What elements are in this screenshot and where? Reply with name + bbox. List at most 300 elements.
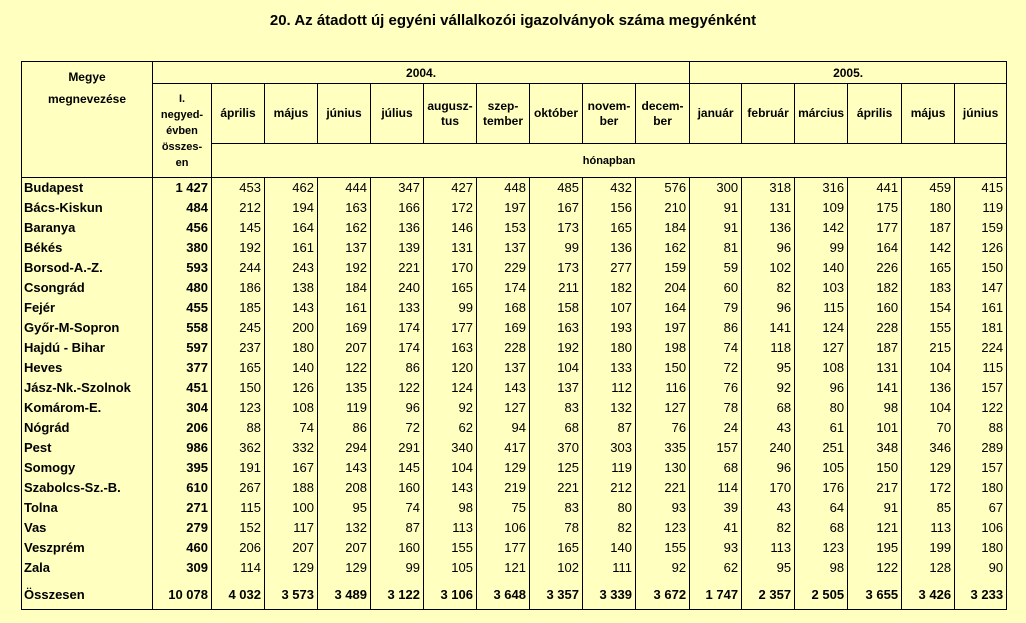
month-value-cell: 80 xyxy=(795,398,848,418)
month-value-cell: 229 xyxy=(477,258,530,278)
month-value-cell: 74 xyxy=(371,498,424,518)
month-value-cell: 83 xyxy=(530,498,583,518)
month-value-cell: 207 xyxy=(318,538,371,558)
month-value-cell: 113 xyxy=(742,538,795,558)
month-value-cell: 132 xyxy=(583,398,636,418)
month-value-cell: 163 xyxy=(424,338,477,358)
month-value-cell: 417 xyxy=(477,438,530,458)
month-value-cell: 122 xyxy=(955,398,1007,418)
q1-total-cell: 558 xyxy=(153,318,212,338)
table-row xyxy=(22,378,1007,398)
month-value-cell: 136 xyxy=(583,238,636,258)
county-name: Bács-Kiskun xyxy=(22,198,153,218)
month-value-cell: 251 xyxy=(795,438,848,458)
month-value-cell: 80 xyxy=(583,498,636,518)
month-value-cell: 68 xyxy=(795,518,848,538)
month-value-cell: 197 xyxy=(477,198,530,218)
month-value-cell: 114 xyxy=(690,478,742,498)
month-value-cell: 147 xyxy=(955,278,1007,298)
q1-total-cell: 597 xyxy=(153,338,212,358)
month-value-cell: 180 xyxy=(955,478,1007,498)
month-value-cell: 212 xyxy=(212,198,265,218)
month-value-cell: 277 xyxy=(583,258,636,278)
table-row xyxy=(22,498,1007,518)
county-name: Zala xyxy=(22,558,153,578)
table-row xyxy=(22,478,1007,498)
month-value-cell: 169 xyxy=(477,318,530,338)
q1-total-cell: 395 xyxy=(153,458,212,478)
county-name: Somogy xyxy=(22,458,153,478)
month-header xyxy=(636,84,690,144)
month-value-cell: 453 xyxy=(212,178,265,199)
month-value-cell: 99 xyxy=(530,238,583,258)
month-value-cell: 154 xyxy=(902,298,955,318)
month-value-cell: 159 xyxy=(955,218,1007,238)
month-value-cell: 133 xyxy=(371,298,424,318)
month-header-line: május xyxy=(910,106,946,120)
month-header xyxy=(424,84,477,144)
month-value-cell: 127 xyxy=(636,398,690,418)
month-value-cell: 166 xyxy=(371,198,424,218)
month-header-line: június xyxy=(326,106,362,120)
month-value-cell: 150 xyxy=(212,378,265,398)
month-value-cell: 96 xyxy=(371,398,424,418)
month-value-cell: 161 xyxy=(955,298,1007,318)
month-value-cell: 143 xyxy=(318,458,371,478)
month-value-cell: 112 xyxy=(583,378,636,398)
month-value-cell: 119 xyxy=(318,398,371,418)
month-value-cell: 215 xyxy=(902,338,955,358)
county-name: Összesen xyxy=(22,578,153,610)
county-name: Jász-Nk.-Szolnok xyxy=(22,378,153,398)
month-header xyxy=(530,84,583,144)
q1-total-cell: 480 xyxy=(153,278,212,298)
month-value-cell: 109 xyxy=(795,198,848,218)
q1-header-line: I. xyxy=(178,92,186,105)
month-value-cell: 87 xyxy=(583,418,636,438)
table-row xyxy=(22,318,1007,338)
month-header xyxy=(848,84,902,144)
month-value-cell: 68 xyxy=(690,458,742,478)
month-value-cell: 175 xyxy=(848,198,902,218)
month-header-line: március xyxy=(798,106,845,120)
month-header-line: decem- xyxy=(641,98,684,113)
table-row xyxy=(22,518,1007,538)
month-value-cell: 141 xyxy=(742,318,795,338)
month-value-cell: 415 xyxy=(955,178,1007,199)
month-value-cell: 127 xyxy=(477,398,530,418)
month-value-cell: 137 xyxy=(318,238,371,258)
month-value-cell: 94 xyxy=(477,418,530,438)
month-value-cell: 122 xyxy=(848,558,902,578)
month-value-cell: 165 xyxy=(212,358,265,378)
month-value-cell: 332 xyxy=(265,438,318,458)
month-value-cell: 131 xyxy=(848,358,902,378)
month-value-cell: 226 xyxy=(848,258,902,278)
data-table xyxy=(21,61,1007,610)
month-value-cell: 172 xyxy=(424,198,477,218)
month-value-cell: 129 xyxy=(477,458,530,478)
q1-total-cell: 206 xyxy=(153,418,212,438)
month-value-cell: 67 xyxy=(955,498,1007,518)
table-row xyxy=(22,438,1007,458)
month-value-cell: 74 xyxy=(265,418,318,438)
month-value-cell: 303 xyxy=(583,438,636,458)
month-value-cell: 131 xyxy=(424,238,477,258)
month-header xyxy=(212,84,265,144)
month-value-cell: 182 xyxy=(848,278,902,298)
month-value-cell: 138 xyxy=(265,278,318,298)
month-value-cell: 204 xyxy=(636,278,690,298)
month-value-cell: 167 xyxy=(265,458,318,478)
month-value-cell: 41 xyxy=(690,518,742,538)
month-value-cell: 187 xyxy=(848,338,902,358)
month-value-cell: 217 xyxy=(848,478,902,498)
table-row xyxy=(22,198,1007,218)
month-value-cell: 129 xyxy=(902,458,955,478)
month-value-cell: 68 xyxy=(742,398,795,418)
q1-total-cell: 377 xyxy=(153,358,212,378)
county-name: Nógrád xyxy=(22,418,153,438)
county-header-line1: Megye xyxy=(68,70,106,84)
month-value-cell: 98 xyxy=(795,558,848,578)
month-value-cell: 122 xyxy=(371,378,424,398)
month-value-cell: 177 xyxy=(848,218,902,238)
month-value-cell: 76 xyxy=(690,378,742,398)
month-value-cell: 98 xyxy=(424,498,477,518)
q1-total-cell: 610 xyxy=(153,478,212,498)
month-value-cell: 163 xyxy=(318,198,371,218)
table-row xyxy=(22,278,1007,298)
month-header-line: január xyxy=(697,106,734,120)
county-name: Tolna xyxy=(22,498,153,518)
month-value-cell: 3 233 xyxy=(955,578,1007,610)
q1-total-cell: 456 xyxy=(153,218,212,238)
month-value-cell: 192 xyxy=(318,258,371,278)
month-value-cell: 200 xyxy=(265,318,318,338)
month-value-cell: 113 xyxy=(424,518,477,538)
month-value-cell: 127 xyxy=(795,338,848,358)
month-value-cell: 72 xyxy=(690,358,742,378)
month-value-cell: 191 xyxy=(212,458,265,478)
month-value-cell: 228 xyxy=(477,338,530,358)
table-row xyxy=(22,538,1007,558)
month-value-cell: 78 xyxy=(690,398,742,418)
month-value-cell: 91 xyxy=(848,498,902,518)
month-value-cell: 114 xyxy=(212,558,265,578)
month-value-cell: 24 xyxy=(690,418,742,438)
month-value-cell: 145 xyxy=(212,218,265,238)
month-value-cell: 60 xyxy=(690,278,742,298)
month-value-cell: 140 xyxy=(795,258,848,278)
month-value-cell: 124 xyxy=(795,318,848,338)
month-value-cell: 318 xyxy=(742,178,795,199)
month-value-cell: 59 xyxy=(690,258,742,278)
month-value-cell: 289 xyxy=(955,438,1007,458)
month-value-cell: 177 xyxy=(477,538,530,558)
month-value-cell: 92 xyxy=(424,398,477,418)
month-value-cell: 104 xyxy=(424,458,477,478)
month-value-cell: 102 xyxy=(530,558,583,578)
month-value-cell: 133 xyxy=(583,358,636,378)
month-value-cell: 96 xyxy=(742,458,795,478)
month-value-cell: 194 xyxy=(265,198,318,218)
month-value-cell: 86 xyxy=(690,318,742,338)
month-value-cell: 316 xyxy=(795,178,848,199)
month-value-cell: 129 xyxy=(265,558,318,578)
month-value-cell: 174 xyxy=(477,278,530,298)
month-value-cell: 267 xyxy=(212,478,265,498)
month-value-cell: 119 xyxy=(955,198,1007,218)
month-value-cell: 153 xyxy=(477,218,530,238)
month-value-cell: 85 xyxy=(902,498,955,518)
month-value-cell: 139 xyxy=(371,238,424,258)
month-value-cell: 106 xyxy=(477,518,530,538)
month-value-cell: 155 xyxy=(902,318,955,338)
month-value-cell: 93 xyxy=(690,538,742,558)
month-value-cell: 165 xyxy=(902,258,955,278)
month-value-cell: 158 xyxy=(530,298,583,318)
q1-total-header xyxy=(153,84,212,178)
month-value-cell: 221 xyxy=(371,258,424,278)
month-value-cell: 117 xyxy=(265,518,318,538)
month-value-cell: 240 xyxy=(742,438,795,458)
month-header xyxy=(902,84,955,144)
q1-total-cell: 304 xyxy=(153,398,212,418)
month-value-cell: 300 xyxy=(690,178,742,199)
month-value-cell: 88 xyxy=(955,418,1007,438)
month-value-cell: 78 xyxy=(530,518,583,538)
county-name: Csongrád xyxy=(22,278,153,298)
month-value-cell: 211 xyxy=(530,278,583,298)
month-value-cell: 68 xyxy=(530,418,583,438)
q1-header-line: en xyxy=(175,156,189,169)
month-value-cell: 177 xyxy=(424,318,477,338)
q1-total-cell: 455 xyxy=(153,298,212,318)
month-value-cell: 95 xyxy=(742,558,795,578)
month-value-cell: 155 xyxy=(424,538,477,558)
month-value-cell: 199 xyxy=(902,538,955,558)
month-value-cell: 121 xyxy=(848,518,902,538)
month-header xyxy=(955,84,1007,144)
month-value-cell: 81 xyxy=(690,238,742,258)
month-value-cell: 237 xyxy=(212,338,265,358)
month-value-cell: 62 xyxy=(424,418,477,438)
month-value-cell: 347 xyxy=(371,178,424,199)
month-value-cell: 155 xyxy=(636,538,690,558)
q1-total-cell: 1 427 xyxy=(153,178,212,199)
month-value-cell: 105 xyxy=(424,558,477,578)
month-value-cell: 207 xyxy=(265,538,318,558)
county-name: Komárom-E. xyxy=(22,398,153,418)
county-name: Hajdú - Bihar xyxy=(22,338,153,358)
county-name: Budapest xyxy=(22,178,153,199)
month-value-cell: 145 xyxy=(371,458,424,478)
county-name: Békés xyxy=(22,238,153,258)
month-value-cell: 150 xyxy=(955,258,1007,278)
month-value-cell: 340 xyxy=(424,438,477,458)
month-value-cell: 101 xyxy=(848,418,902,438)
month-value-cell: 129 xyxy=(318,558,371,578)
month-value-cell: 170 xyxy=(742,478,795,498)
month-value-cell: 185 xyxy=(212,298,265,318)
q1-total-cell: 484 xyxy=(153,198,212,218)
table-row xyxy=(22,358,1007,378)
month-value-cell: 244 xyxy=(212,258,265,278)
month-value-cell: 62 xyxy=(690,558,742,578)
month-value-cell: 576 xyxy=(636,178,690,199)
month-value-cell: 4 032 xyxy=(212,578,265,610)
month-value-cell: 3 672 xyxy=(636,578,690,610)
month-value-cell: 43 xyxy=(742,418,795,438)
month-value-cell: 164 xyxy=(848,238,902,258)
table-row xyxy=(22,238,1007,258)
month-value-cell: 75 xyxy=(477,498,530,518)
month-value-cell: 188 xyxy=(265,478,318,498)
month-header xyxy=(265,84,318,144)
month-value-cell: 2 505 xyxy=(795,578,848,610)
month-value-cell: 159 xyxy=(636,258,690,278)
month-value-cell: 243 xyxy=(265,258,318,278)
month-value-cell: 102 xyxy=(742,258,795,278)
month-value-cell: 136 xyxy=(371,218,424,238)
month-value-cell: 156 xyxy=(583,198,636,218)
month-value-cell: 160 xyxy=(371,538,424,558)
month-value-cell: 79 xyxy=(690,298,742,318)
month-value-cell: 3 426 xyxy=(902,578,955,610)
month-value-cell: 86 xyxy=(318,418,371,438)
month-value-cell: 157 xyxy=(955,378,1007,398)
month-value-cell: 173 xyxy=(530,218,583,238)
month-value-cell: 180 xyxy=(902,198,955,218)
table-row xyxy=(22,258,1007,278)
year-2005-header: 2005. xyxy=(690,62,1007,84)
county-name: Pest xyxy=(22,438,153,458)
month-value-cell: 1 747 xyxy=(690,578,742,610)
month-value-cell: 180 xyxy=(265,338,318,358)
month-value-cell: 161 xyxy=(265,238,318,258)
month-value-cell: 240 xyxy=(371,278,424,298)
month-header xyxy=(318,84,371,144)
month-value-cell: 105 xyxy=(795,458,848,478)
month-value-cell: 93 xyxy=(636,498,690,518)
month-value-cell: 183 xyxy=(902,278,955,298)
month-value-cell: 162 xyxy=(636,238,690,258)
month-value-cell: 123 xyxy=(795,538,848,558)
month-value-cell: 76 xyxy=(636,418,690,438)
month-value-cell: 165 xyxy=(424,278,477,298)
month-value-cell: 43 xyxy=(742,498,795,518)
month-value-cell: 120 xyxy=(424,358,477,378)
month-value-cell: 210 xyxy=(636,198,690,218)
month-value-cell: 193 xyxy=(583,318,636,338)
month-value-cell: 100 xyxy=(265,498,318,518)
month-value-cell: 207 xyxy=(318,338,371,358)
month-value-cell: 87 xyxy=(371,518,424,538)
month-header xyxy=(371,84,424,144)
month-value-cell: 165 xyxy=(530,538,583,558)
month-value-cell: 92 xyxy=(636,558,690,578)
month-value-cell: 346 xyxy=(902,438,955,458)
month-value-cell: 3 489 xyxy=(318,578,371,610)
month-value-cell: 167 xyxy=(530,198,583,218)
month-value-cell: 126 xyxy=(955,238,1007,258)
month-value-cell: 291 xyxy=(371,438,424,458)
month-value-cell: 441 xyxy=(848,178,902,199)
q1-header-line: évben xyxy=(166,124,198,137)
month-value-cell: 164 xyxy=(265,218,318,238)
total-row xyxy=(22,578,1007,610)
month-value-cell: 140 xyxy=(265,358,318,378)
month-value-cell: 219 xyxy=(477,478,530,498)
county-header xyxy=(22,62,153,178)
month-value-cell: 141 xyxy=(848,378,902,398)
q1-total-cell: 309 xyxy=(153,558,212,578)
month-header-line: április xyxy=(220,106,256,120)
month-value-cell: 83 xyxy=(530,398,583,418)
unit-header: hónapban xyxy=(212,144,1007,178)
month-header-line: október xyxy=(533,106,578,120)
month-value-cell: 3 122 xyxy=(371,578,424,610)
month-value-cell: 3 339 xyxy=(583,578,636,610)
month-header-line: tus xyxy=(441,113,459,128)
month-value-cell: 115 xyxy=(955,358,1007,378)
month-value-cell: 123 xyxy=(636,518,690,538)
month-value-cell: 224 xyxy=(955,338,1007,358)
month-value-cell: 96 xyxy=(742,298,795,318)
month-value-cell: 208 xyxy=(318,478,371,498)
month-value-cell: 106 xyxy=(955,518,1007,538)
month-value-cell: 485 xyxy=(530,178,583,199)
table-row xyxy=(22,398,1007,418)
month-value-cell: 3 357 xyxy=(530,578,583,610)
county-name: Szabolcs-Sz.-B. xyxy=(22,478,153,498)
month-value-cell: 168 xyxy=(477,298,530,318)
month-value-cell: 107 xyxy=(583,298,636,318)
month-header xyxy=(583,84,636,144)
county-name: Győr-M-Sopron xyxy=(22,318,153,338)
county-name: Borsod-A.-Z. xyxy=(22,258,153,278)
month-value-cell: 143 xyxy=(265,298,318,318)
q1-total-cell: 593 xyxy=(153,258,212,278)
month-header-line: ber xyxy=(653,113,672,128)
month-value-cell: 165 xyxy=(583,218,636,238)
month-value-cell: 173 xyxy=(530,258,583,278)
table-row xyxy=(22,178,1007,199)
month-header xyxy=(690,84,742,144)
month-value-cell: 104 xyxy=(902,358,955,378)
county-header-line2: megnevezése xyxy=(47,92,127,106)
q1-total-cell: 451 xyxy=(153,378,212,398)
month-value-cell: 92 xyxy=(742,378,795,398)
month-value-cell: 143 xyxy=(424,478,477,498)
month-header-line: szep- xyxy=(487,98,519,113)
month-value-cell: 119 xyxy=(583,458,636,478)
q1-header-line: összes- xyxy=(161,140,203,153)
month-value-cell: 91 xyxy=(690,198,742,218)
month-value-cell: 3 573 xyxy=(265,578,318,610)
month-value-cell: 140 xyxy=(583,538,636,558)
month-value-cell: 123 xyxy=(212,398,265,418)
county-name: Baranya xyxy=(22,218,153,238)
month-value-cell: 98 xyxy=(848,398,902,418)
month-value-cell: 206 xyxy=(212,538,265,558)
month-value-cell: 427 xyxy=(424,178,477,199)
month-value-cell: 164 xyxy=(636,298,690,318)
month-value-cell: 135 xyxy=(318,378,371,398)
month-value-cell: 459 xyxy=(902,178,955,199)
month-value-cell: 163 xyxy=(530,318,583,338)
